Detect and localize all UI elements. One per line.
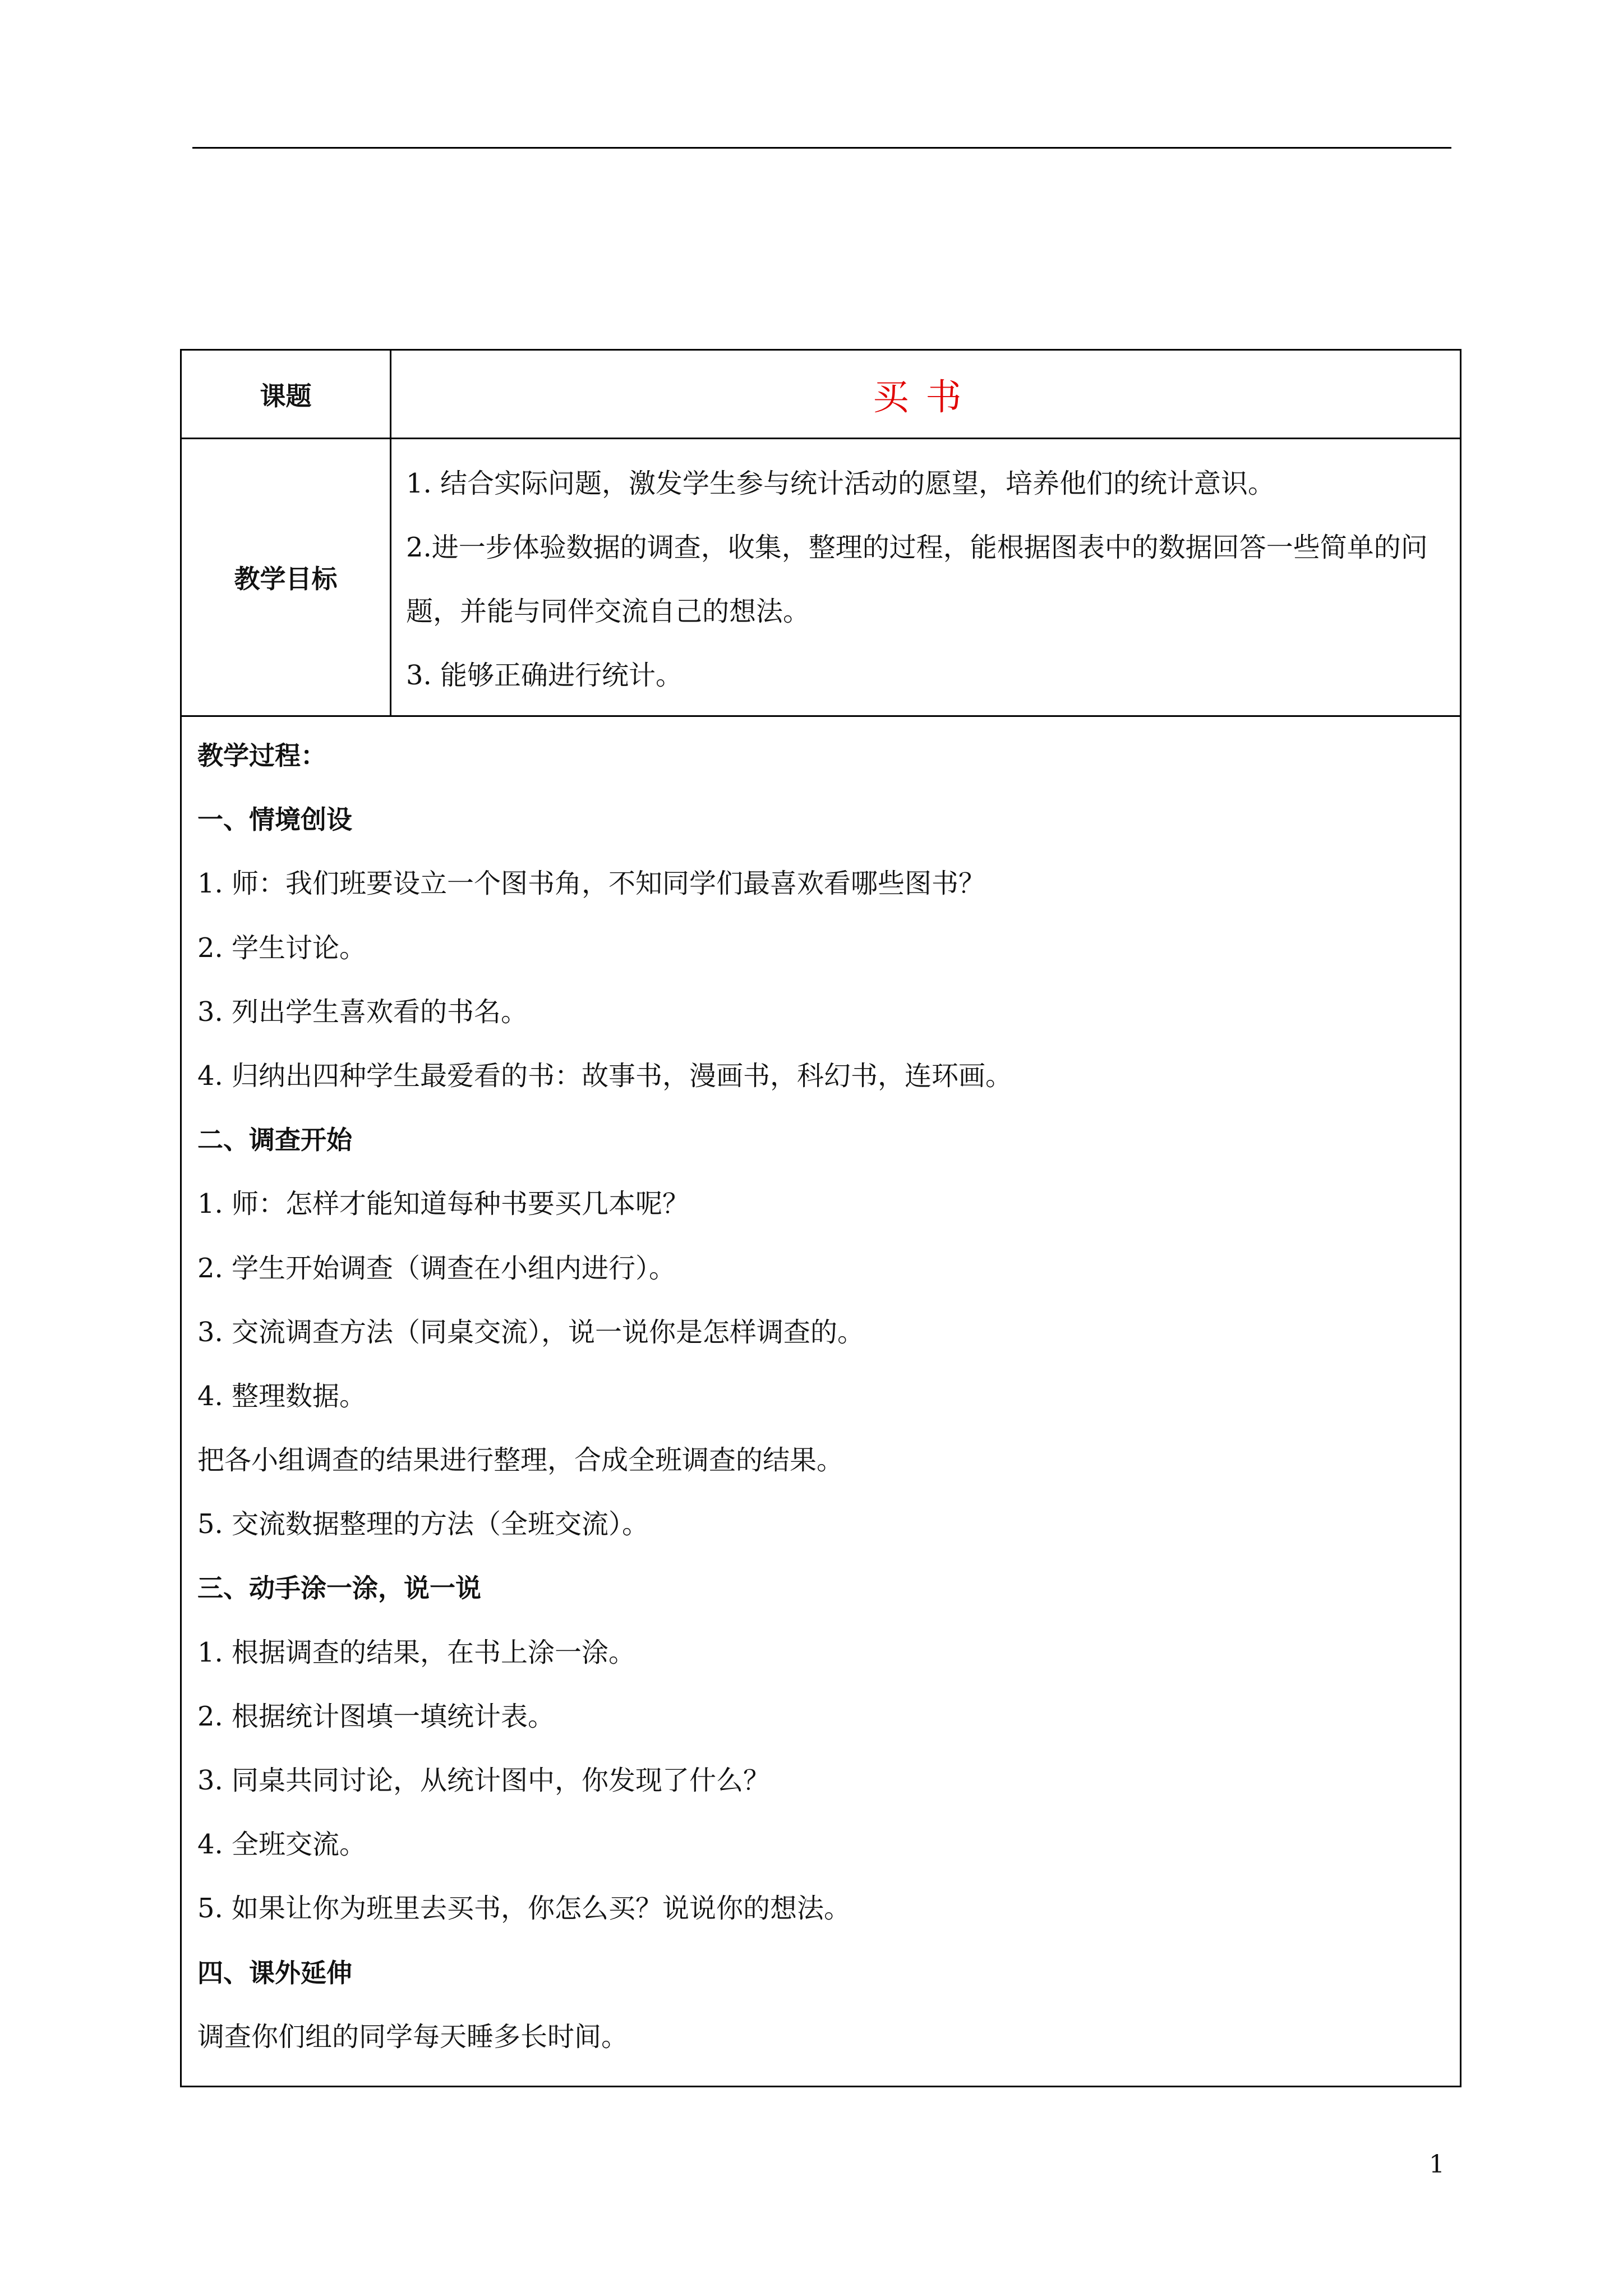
goals-row bbox=[181, 439, 1461, 716]
section-heading: 四、课外延伸 bbox=[197, 1957, 352, 1988]
process-item: 4. 全班交流。 bbox=[197, 1829, 367, 1861]
process-row bbox=[181, 716, 1461, 2087]
process-item: 3. 同桌共同讨论，从统计图中，你发现了什么？ bbox=[197, 1765, 771, 1796]
process-item: 把各小组调查的结果进行整理，合成全班调查的结果。 bbox=[197, 1444, 844, 1476]
process-heading: 教学过程： bbox=[197, 740, 326, 771]
process-item: 5. 交流数据整理的方法（全班交流）。 bbox=[197, 1508, 649, 1540]
goal-item: 3. 能够正确进行统计。 bbox=[406, 660, 683, 691]
lesson-title: 买书 bbox=[391, 350, 1461, 439]
goals-list bbox=[391, 439, 1461, 716]
process-item: 1. 根据调查的结果，在书上涂一涂。 bbox=[197, 1636, 636, 1668]
process-item: 1. 师：怎样才能知道每种书要买几本呢？ bbox=[197, 1188, 690, 1220]
process-item: 4. 归纳出四种学生最爱看的书：故事书，漫画书，科幻书，连环画。 bbox=[197, 1060, 1013, 1092]
process-item: 3. 交流调查方法（同桌交流），说一说你是怎样调查的。 bbox=[197, 1316, 865, 1348]
title-label: 课题 bbox=[181, 350, 391, 439]
section-heading: 二、调查开始 bbox=[197, 1125, 352, 1156]
section-heading: 三、动手涂一涂，说一说 bbox=[197, 1573, 481, 1604]
page-number: 1 bbox=[1429, 2150, 1445, 2179]
process-item: 4. 整理数据。 bbox=[197, 1380, 367, 1412]
title-row bbox=[181, 350, 1461, 439]
header-rule bbox=[192, 147, 1451, 149]
process-item: 2. 学生开始调查（调查在小组内进行）。 bbox=[197, 1252, 676, 1284]
process-item: 2. 根据统计图填一填统计表。 bbox=[197, 1700, 555, 1732]
process-item: 3. 列出学生喜欢看的书名。 bbox=[197, 996, 528, 1028]
teaching-process bbox=[181, 716, 1461, 2087]
goal-item: 1. 结合实际问题，激发学生参与统计活动的愿望，培养他们的统计意识。 bbox=[406, 468, 1275, 499]
process-item: 5. 如果让你为班里去买书，你怎么买？说说你的想法。 bbox=[197, 1893, 851, 1925]
section-heading: 一、情境创设 bbox=[197, 804, 352, 835]
process-item: 2. 学生讨论。 bbox=[197, 932, 367, 964]
process-item: 1. 师：我们班要设立一个图书角，不知同学们最喜欢看哪些图书？ bbox=[197, 868, 986, 900]
goals-label: 教学目标 bbox=[181, 439, 391, 716]
process-item: 调查你们组的同学每天睡多长时间。 bbox=[197, 2021, 629, 2053]
goal-item: 2.进一步体验数据的调查，收集，整理的过程，能根据图表中的数据回答一些简单的问题，并能与同伴交流自己的想法。 bbox=[406, 532, 1428, 627]
lesson-plan-table bbox=[180, 349, 1461, 2087]
